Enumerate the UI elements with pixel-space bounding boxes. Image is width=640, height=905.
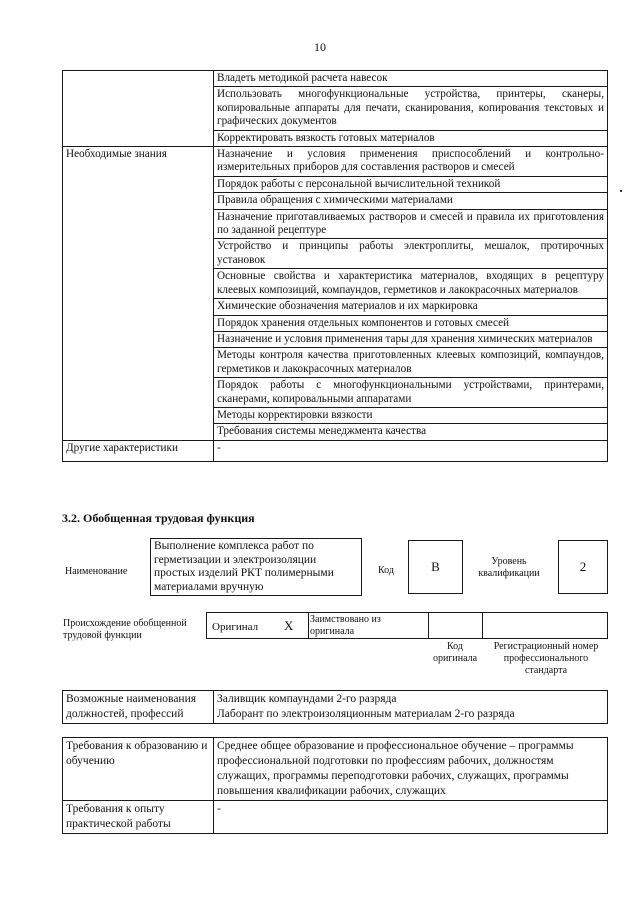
knowledge-item: Назначение и условия применения приспособлений и контрольно-измерительных приборов для составления растворов и смесей <box>214 147 608 177</box>
page-number: 10 <box>314 40 326 54</box>
skill-item: Использовать многофункциональные устройства, принтеры, сканеры, копировальные аппараты для печати, сканирования, копирования текстовых и графических документов <box>214 87 608 130</box>
other-characteristics-label: Другие характеристики <box>63 440 214 461</box>
position-item: Заливщик компаундами 2-го разряда <box>217 693 397 705</box>
table-row <box>63 738 608 801</box>
table-row <box>63 71 608 87</box>
knowledge-item: Назначение приготавливаемых растворов и смесей и правила их приготовления по заданной рецептуре <box>214 209 608 239</box>
original-mark: X <box>284 618 294 633</box>
origin-label: Происхождение обобщенной трудовой функции <box>63 618 187 641</box>
knowledge-item: Химические обозначения материалов и их маркировка <box>214 299 608 315</box>
knowledge-item: Основные свойства и характеристика материалов, входящих в рецептуру клеевых композиций, компаундов, герметиков и лакокрасочных материалов <box>214 269 608 299</box>
table-row <box>63 147 608 177</box>
knowledge-item: Требования системы менеджмента качества <box>214 424 608 440</box>
other-characteristics-value: - <box>214 440 608 461</box>
table-row <box>63 801 608 834</box>
original-label: Оригинал <box>212 621 259 633</box>
positions-table <box>62 690 608 724</box>
knowledge-item: Устройство и принципы работы электроплиты, мешалок, протирочных установок <box>214 239 608 269</box>
function-name-box: Выполнение комплекса работ по герметизации и электроизоляции простых изделий РКТ полимерными материалами вручную <box>150 538 362 596</box>
knowledge-label: Необходимые знания <box>63 147 214 441</box>
name-label: Наименование <box>65 566 128 577</box>
positions-values <box>214 691 608 724</box>
knowledge-item: Порядок работы с персональной вычислительной техникой <box>214 176 608 192</box>
knowledge-item: Порядок работы с многофункциональными устройствами, принтерами, сканерами, копировальными аппаратами <box>214 378 608 408</box>
requirements-table <box>62 737 608 834</box>
table-row <box>63 691 608 724</box>
knowledge-item: Правила обращения с химическими материалами <box>214 193 608 209</box>
skills-knowledge-table <box>62 70 608 462</box>
knowledge-item: Методы контроля качества приготовленных клеевых композиций, компаундов, герметиков и лакокрасочных материалов <box>214 348 608 378</box>
skill-item: Владеть методикой расчета навесок <box>214 71 608 87</box>
borrowed-label: Заимствовано из оригинала <box>310 614 381 637</box>
code-box <box>408 540 463 594</box>
education-label: Требования к образованию и обучению <box>63 738 214 801</box>
position-item: Лаборант по электроизоляционным материалам 2-го разряда <box>217 708 515 720</box>
education-value: Среднее общее образование и профессиональное обучение – программы профессиональной подготовки по профессиям рабочих, должностям служащих, программы переподготовки рабочих, служащих, программы повышения квалификации рабочих, служащих <box>214 738 608 801</box>
experience-value: - <box>214 801 608 834</box>
knowledge-item: Назначение и условия применения тары для хранения химических материалов <box>214 331 608 347</box>
knowledge-item: Порядок хранения отдельных компонентов и готовых смесей <box>214 315 608 331</box>
knowledge-item: Методы корректировки вязкости <box>214 407 608 423</box>
level-label: Уровень квалификации <box>478 556 540 579</box>
margin-mark <box>620 190 622 192</box>
code-label: Код <box>378 565 394 576</box>
skill-item: Корректировать вязкость готовых материалов <box>214 130 608 146</box>
skills-label-cell <box>63 71 214 147</box>
section-title: 3.2. Обобщенная трудовая функция <box>62 511 255 525</box>
level-value: 2 <box>579 559 587 574</box>
code-original-caption: Код оригинала <box>432 641 478 664</box>
experience-label: Требования к опыту практической работы <box>63 801 214 834</box>
code-value: B <box>431 559 440 574</box>
level-box <box>558 540 608 594</box>
positions-label: Возможные наименования должностей, профессий <box>63 691 214 724</box>
table-row <box>63 440 608 461</box>
registration-number-caption: Регистрационный номер профессионального стандарта <box>493 641 599 676</box>
